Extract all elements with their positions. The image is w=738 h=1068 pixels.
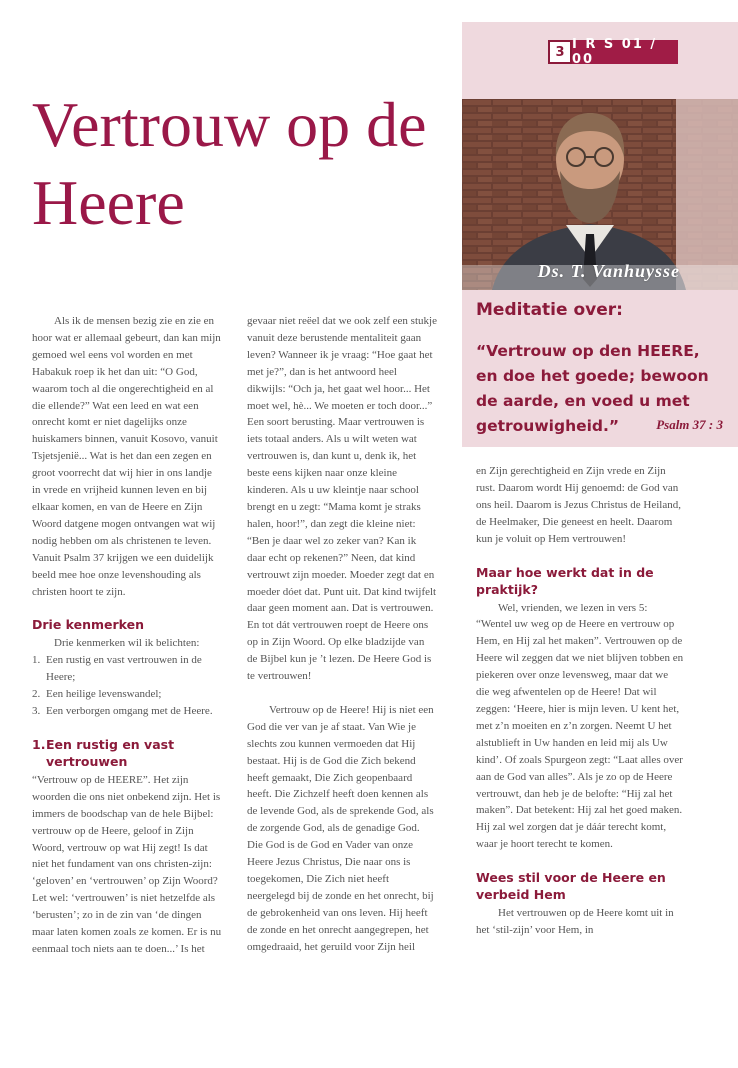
section2-paragraph: Wel, vrienden, we lezen in vers 5: “Wentel uw weg op de Heere en vertrouw op Hem, en Hij zal het maken”. Vertrouwen op de Heere wil zeggen dat we niet blijven tobben en piekeren over onze levensweg, maar dat we die weg afwentelen op de Heere! Dat wil zeggen: ‘Heere, hier is mijn leven. U kent het, met z’n moeiten en z’n zorgen. Neemt U het alstublieft in Uw handen en leid mij als Uw kind’. Of zoals Spurgeon zegt: “Laat alles over aan de God van alles”. Als je zo op de Heere vertrouwt, dan heb je de belofte: “Hij zal het maken”. Dat betekent: Hij zal het goed maken. Hij zal wel zorgen dat je dáár terecht komt, waar je hoort terecht te komen.: [476, 601, 684, 851]
list-number: 2.: [32, 688, 41, 701]
meditatie-quote: “Vertrouw op den HEERE, en doe het goede; bewoon de aarde, en voed u met getrouwigheid.”: [476, 342, 709, 435]
kenmerken-list: [32, 652, 222, 720]
article-column-2: [247, 313, 437, 956]
section2-heading: Maar hoe werkt dat in de praktijk?: [476, 564, 654, 597]
section1-heading: [32, 736, 222, 770]
author-caption: Ds. T. Vanhuysse: [537, 261, 680, 281]
section1-heading-text: Een rustig en vast vertrouwen: [46, 736, 175, 769]
kenmerken-heading: Drie kenmerken: [32, 617, 145, 633]
column2-paragraph-2: Vertrouw op de Heere! Hij is niet een God die ver van je af staat. Van Wie je slechts zou kunnen vermoeden dat Hij bestaat. Hij is de God die Zich bekend heeft gemaakt, Die Zich geopenbaard heeft. Die Zichzelf heeft doen kennen als de levende God, als de sprekende God, als de zorgende God, als de genadige God. Die God is de God en Vader van onze Heere Jezus Christus, Die naar ons is toegekomen, Die Zich niet heeft neergelegd bij de zonde en het onrecht, bij de gebrokenheid van ons leven. Hij heeft de zonde en het onrecht aangegrepen, het omgedraaid, het geruild voor Zijn heil: [247, 703, 434, 953]
list-item: [32, 686, 222, 703]
list-item-text: Een verborgen omgang met de Heere.: [46, 705, 213, 718]
article-title: Vertrouw op de Heere: [32, 89, 427, 238]
list-item: [32, 652, 222, 686]
list-number: 1.: [32, 654, 41, 667]
intro-paragraph: Als ik de mensen bezig zie en zie en hoor wat er allemaal gebeurt, dan kan mijn gemoed wel eens vol worden en met Habakuk roep ik het dan uit: “O God, waarom toch al die ongerechtigheid en al die ellende?” Wat een leed en wat een onrecht komt er niet dagelijks onze huiskamers binnen, vanuit Kosovo, vanuit Tsjetsjenië... Wat is het dan een zegen en groot voorrecht dat wij hier in ons landje in vrede en vrijheid kunnen leven en bij elkaar komen, en van de Heere en Zijn Woord datgene mogen ontvangen wat wij nodig hebben om als christenen te leven. Vanuit Psalm 37 krijgen we een duidelijk beeld mee hoe onze levenshouding als christen hoort te zijn.: [32, 315, 221, 598]
kenmerken-intro: Drie kenmerken wil ik belichten:: [54, 637, 200, 650]
author-photo: [462, 99, 738, 290]
page-number: 3: [548, 40, 572, 64]
column3-paragraph-1: en Zijn gerechtigheid en Zijn vrede en Zijn rust. Daarom wordt Hij genoemd: de God van ons heil. Daarom is Jezus Christus de Heiland, de Heelmaker, Die geneest en heelt. Daarom kun je voluit op Hem vertrouwen!: [476, 465, 681, 545]
list-item-text: Een rustig en vast vertrouwen in de Heere;: [46, 654, 202, 684]
section3-heading: Wees stil voor de Heere en verbeid Hem: [476, 870, 666, 903]
issue-badge: [548, 37, 678, 67]
article-column-1: [32, 313, 222, 958]
issue-label: I R S 01 / 00: [572, 40, 678, 64]
list-item: [32, 703, 222, 720]
section1-paragraph: “Vertrouw op de HEERE”. Het zijn woorden die ons niet onbekend zijn. Het is immers de boodschap van de hele Bijbel: vertrouw op de Heere, geloof in Zijn Woord, vertrouw op wat Hij zegt! Is dat niet het fundament van ons christen-zijn: ‘geloven’ en ‘vertrouwen’ op Zijn Woord? Let wel: ‘vertrouwen’ is niet hetzelfde als ‘berusten’; zo in de zin van ‘de dingen maar laten komen zoals ze komen. Er is nu eenmaal toch niets aan te doen...’ Is het: [32, 773, 222, 955]
section1-number: 1.: [32, 736, 46, 752]
section3-paragraph: Het vertrouwen op de Heere komt uit in het ‘stil-zijn’ voor Hem, in: [476, 907, 674, 937]
article-column-3: [476, 463, 684, 939]
column2-paragraph-1: gevaar niet reëel dat we ook zelf een stukje vanuit deze berustende mentaliteit gaan leven? Wanneer ik je vraag: “Hoe gaat het met je?”, dan is het antwoord heel dikwijls: “Och ja, het gaat wel hoor... Het moet wel, hè... We moeten er toch door...” Een soort berusting. Maar vertrouwen is iets totaal anders. Als u wilt weten wat vertrouwen is, dan kunt u, denk ik, het beste eens kijken naar onze kleine kinderen. Als u uw kleintje naar school brengt en u zegt: “Mama komt je straks halen, hoor!”, dan zegt die kleine niet: “Ben je daar wel zo zeker van? Kan ik daar echt op rekenen?” Neen, dat kind vertrouwt zijn moeder. Moeder zegt dat en moeder dóet dat. Punt uit. Dat kind twijfelt daar geen moment aan. Dat is vertrouwen. En tot dát vertrouwen roept de Heere ons op in Zijn Woord. Op elke bladzijde van de Bijbel kun je ’t lezen. De Heere God is te vertrouwen!: [247, 315, 437, 683]
list-item-text: Een heilige levenswandel;: [46, 688, 162, 701]
meditatie-reference: Psalm 37 : 3: [656, 417, 723, 432]
list-number: 3.: [32, 705, 41, 718]
meditatie-label: Meditatie over:: [476, 300, 623, 320]
